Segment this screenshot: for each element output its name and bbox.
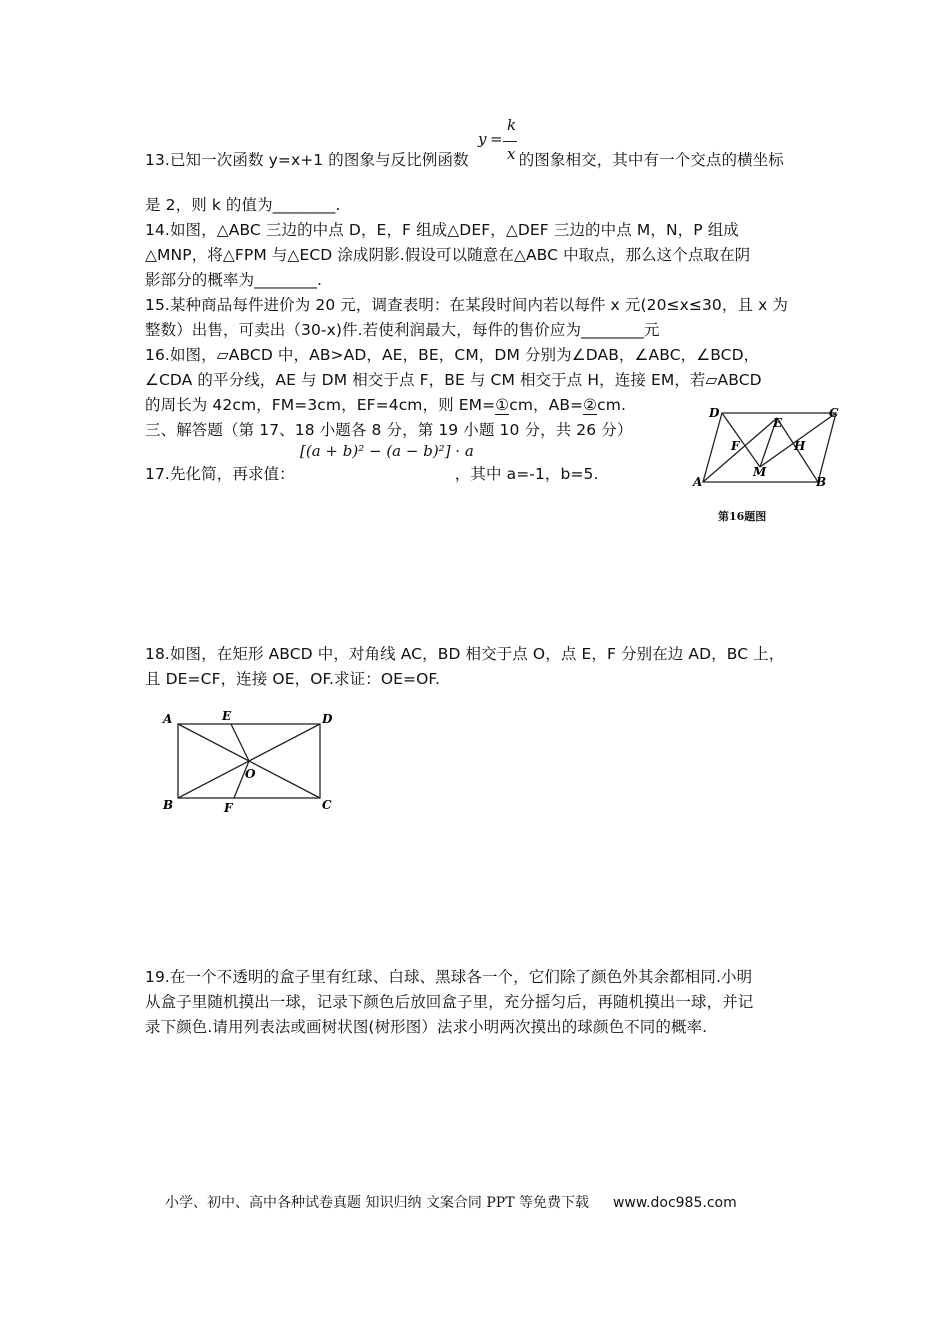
q18-line2: 且 DE=CF，连接 OE，OF.求证：OE=OF. [145,670,440,688]
q13-line1 [145,148,784,170]
q13-line1-post: 的图象相交，其中有一个交点的横坐标 [518,151,784,169]
frac-numerator: k [507,116,517,134]
label-d: D [322,712,333,726]
q13-line1-pre: 13.已知一次函数 y=x+1 的图象与反比例函数 [145,151,469,169]
q16-figure [690,402,840,494]
q18-line1: 18.如图，在矩形 ABCD 中，对角线 AC，BD 相交于点 O，点 E，F 分别在边 AD，BC 上， [145,645,785,663]
q15-line1: 15.某种商品每件进价为 20 元，调查表明：在某段时间内若以每件 x 元(20≤x≤30，且 x 为 [145,296,789,314]
q16-line3 [145,393,626,415]
label-f: F [731,439,740,453]
q14-line2: △MNP，将△FPM 与△ECD 涂成阴影.假设可以随意在△ABC 中取点，那么这个点取在阴 [145,246,751,264]
q14-line1: 14.如图，△ABC 三边的中点 D，E，F 组成△DEF，△DEF 三边的中点 M，N，P 组成 [145,221,739,239]
label-b: B [163,798,174,812]
label-h: H [794,439,806,453]
label-m: M [753,465,767,479]
footer-url[interactable]: www.doc985.com [612,1195,737,1211]
frac-y: y [478,130,487,148]
q16-blank-1: ① [495,396,510,414]
label-b: B [816,475,827,489]
footer [165,1192,737,1212]
frac-eq: = [490,130,503,148]
q17-line [145,462,599,484]
q14-line3: 影部分的概率为________. [145,271,323,289]
q15-line2: 整数）出售，可卖出（30-x)件.若使利润最大，每件的售价应为________元 [145,321,660,339]
q19-line3: 录下颜色.请用列表法或画树状图(树形图）法求小明两次摸出的球颜色不同的概率. [145,1018,708,1036]
label-e: E [773,416,783,430]
segment-oe [231,724,249,761]
q16-line1: 16.如图，▱ABCD 中，AB>AD，AE，BE，CM，DM 分别为∠DAB，∠ABC，∠BCD， [145,346,760,364]
q19-line2: 从盒子里随机摸出一球，记录下颜色后放回盒子里，充分摇匀后，再随机摸出一球，并记 [145,993,754,1011]
label-e: E [222,709,232,723]
q16-line2: ∠CDA 的平分线，AE 与 DM 相交于点 F，BE 与 CM 相交于点 H，连接 EM，若▱ABCD [145,371,762,389]
q16-line3-mid: cm，AB= [509,396,584,414]
label-c: C [322,798,332,812]
q16-line3-pre: 的周长为 42cm，FM=3cm，EF=4cm，则 EM= [145,396,496,414]
label-c: C [829,406,839,420]
label-a: A [693,475,703,489]
q13-line2: 是 2，则 k 的值为________. [145,196,341,214]
q13-fraction [474,116,524,168]
q19-line1: 19.在一个不透明的盒子里有红球、白球、黑球各一个，它们除了颜色外其余都相同.小明 [145,968,753,986]
q16-caption: 第16题图 [718,510,767,523]
label-f: F [224,801,233,815]
q16-blank-2: ② [583,396,598,414]
label-o: O [245,767,256,781]
section-3-heading: 三、解答题（第 17、18 小题各 8 分，第 19 小题 10 分，共 26 分） [145,421,633,439]
footer-text: 小学、初中、高中各种试卷真题 知识归纳 文案合同 PPT 等免费下载 [165,1195,589,1211]
q18-figure [158,706,338,818]
q16-line3-post: cm. [597,396,627,414]
frac-denominator: x [507,145,516,163]
q17-pre: 17.先化简，再求值： [145,465,295,483]
q17-expression: [(a + b)² − (a − b)²] · a [300,442,474,460]
label-a: A [163,712,173,726]
label-d: D [709,406,720,420]
segment-dm [722,413,760,467]
frac-bar [503,141,517,142]
q17-post: ，其中 a=-1，b=5. [454,465,599,483]
parallelogram-abcd [703,413,836,482]
